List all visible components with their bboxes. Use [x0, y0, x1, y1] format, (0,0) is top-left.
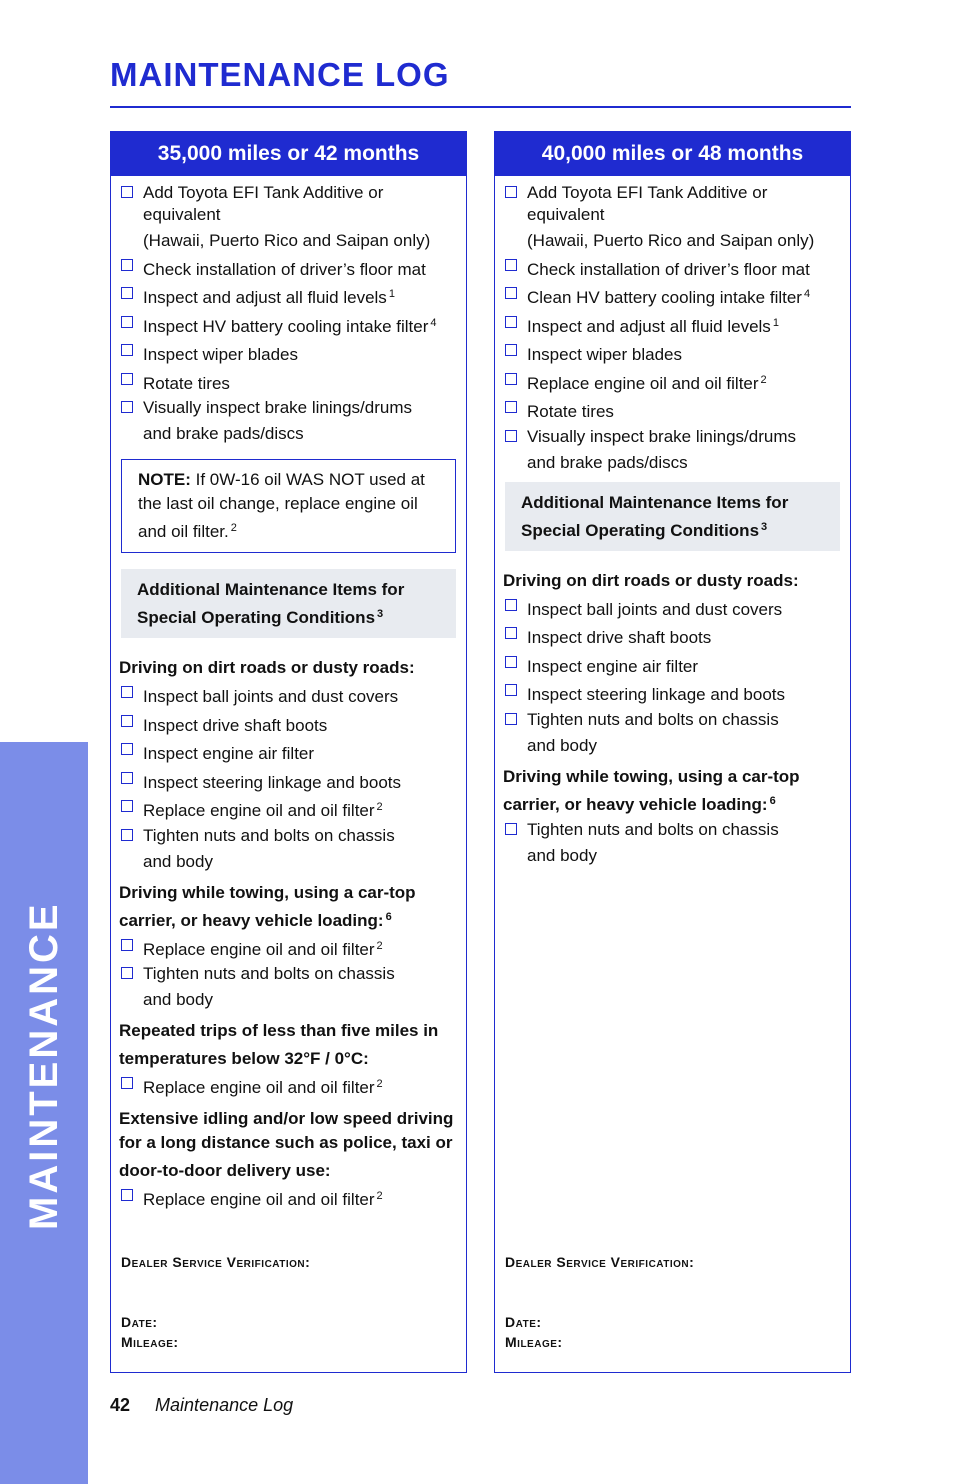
checkbox[interactable]: [505, 344, 517, 356]
checklist-item: [503, 182, 842, 252]
condition-title: Driving on dirt roads or dusty roads:: [119, 658, 415, 677]
condition-heading: [119, 1107, 458, 1183]
special-title: Additional Maintenance Items for Special Operating Conditions: [137, 580, 405, 627]
item-footnote: 4: [803, 288, 811, 300]
item-text: Inspect drive shaft boots: [527, 628, 712, 647]
checkbox[interactable]: [505, 430, 517, 442]
checklist-item: [503, 680, 842, 706]
checklist-item: [119, 340, 458, 366]
checklist-item: [119, 182, 458, 252]
checklist-item: [503, 283, 842, 309]
column-header: 40,000 miles or 48 months: [495, 132, 850, 176]
checklist-item: [503, 312, 842, 338]
condition-heading: [119, 881, 458, 933]
checkbox[interactable]: [505, 627, 517, 639]
item-text: Replace engine oil and oil filter: [143, 939, 375, 959]
checklist-item: [119, 768, 458, 794]
checklist-item: [503, 397, 842, 423]
note-label: NOTE:: [138, 470, 191, 489]
checkbox[interactable]: [505, 287, 517, 299]
checklist-item: [119, 935, 458, 961]
maintenance-column-35000: [110, 131, 467, 1373]
date-label: Date:: [121, 1314, 158, 1330]
dealer-verification: [121, 1252, 310, 1352]
title-divider: [110, 106, 851, 108]
checklist-item: [119, 796, 458, 822]
checkbox[interactable]: [121, 800, 133, 812]
condition-heading: [503, 765, 842, 817]
checklist: [503, 182, 842, 474]
checkbox[interactable]: [505, 316, 517, 328]
checklist-item: [503, 426, 842, 474]
checklist-item: [503, 340, 842, 366]
checkbox[interactable]: [121, 967, 133, 979]
column-body: [495, 176, 850, 867]
condition-title: Driving while towing, using a car-top carrier, or heavy vehicle loading:: [119, 882, 416, 930]
item-text: Add Toyota EFI Tank Additive or equivalent (Hawaii, Puerto Rico and Saipan only): [527, 183, 815, 250]
item-text: Inspect steering linkage and boots: [527, 685, 786, 704]
special-conditions: [119, 652, 458, 1211]
condition-title: Driving while towing, using a car-top carrier, or heavy vehicle loading:: [503, 766, 800, 814]
checklist-item: [503, 369, 842, 395]
item-text: Inspect wiper blades: [143, 345, 298, 364]
item-text: Inspect engine air filter: [143, 744, 315, 763]
verification-label: Dealer Service Verification:: [505, 1254, 695, 1270]
checkbox[interactable]: [505, 823, 517, 835]
date-label: Date:: [505, 1314, 542, 1330]
condition-heading: [119, 1019, 458, 1071]
checkbox[interactable]: [121, 344, 133, 356]
checklist-item: [119, 312, 458, 338]
page-footer: [110, 1395, 293, 1416]
checklist-item: [119, 1073, 458, 1099]
maintenance-column-40000: [494, 131, 851, 1373]
checkbox[interactable]: [505, 713, 517, 725]
checkbox[interactable]: [505, 656, 517, 668]
checkbox[interactable]: [505, 401, 517, 413]
checklist-item: [503, 595, 842, 621]
section-side-label: MAINTENANCE: [22, 901, 66, 1230]
mileage-label: Mileage:: [505, 1334, 563, 1350]
item-text: Visually inspect brake linings/drums and brake pads/discs: [143, 398, 412, 443]
checkbox[interactable]: [121, 316, 133, 328]
checkbox[interactable]: [505, 684, 517, 696]
checkbox[interactable]: [505, 186, 517, 198]
checklist-item: [503, 623, 842, 649]
item-footnote: 1: [388, 288, 395, 300]
checklist-item: [503, 255, 842, 281]
dealer-verification: [505, 1252, 694, 1352]
checklist-item: [119, 825, 458, 873]
item-text: Rotate tires: [527, 402, 614, 421]
checkbox[interactable]: [505, 599, 517, 611]
condition-footnote: 6: [385, 910, 392, 923]
item-footnote: 2: [376, 1190, 383, 1202]
item-text: Clean HV battery cooling intake filter: [527, 288, 802, 307]
checkbox[interactable]: [121, 401, 133, 413]
footer-section-title: Maintenance Log: [155, 1395, 294, 1415]
checklist-item: [503, 652, 842, 678]
checkbox[interactable]: [505, 373, 517, 385]
item-text: Inspect engine air filter: [527, 656, 699, 676]
checklist: [119, 182, 458, 445]
item-text: Inspect ball joints and dust covers: [527, 599, 783, 619]
checkbox[interactable]: [121, 715, 133, 727]
item-footnote: 2: [760, 373, 767, 386]
item-text: Add Toyota EFI Tank Additive or equivalent (Hawaii, Puerto Rico and Saipan only): [143, 183, 431, 250]
checkbox[interactable]: [121, 686, 133, 698]
item-text: Inspect drive shaft boots: [143, 715, 328, 735]
item-text: Inspect HV battery cooling intake filter: [143, 316, 429, 336]
checkbox[interactable]: [121, 743, 133, 755]
page-title: MAINTENANCE LOG: [110, 56, 450, 93]
item-text: Tighten nuts and bolts on chassis and body: [143, 964, 395, 1009]
special-footnote: 3: [761, 520, 768, 533]
checklist-item: [119, 1185, 458, 1211]
item-text: Tighten nuts and bolts on chassis and body: [143, 825, 395, 871]
checkbox[interactable]: [121, 772, 133, 784]
item-footnote: 2: [376, 801, 383, 813]
item-text: Replace engine oil and oil filter: [143, 1190, 375, 1209]
checkbox[interactable]: [121, 186, 133, 198]
column-header: 35,000 miles or 42 months: [111, 132, 466, 176]
item-text: Replace engine oil and oil filter: [143, 1078, 375, 1097]
checkbox[interactable]: [121, 1189, 133, 1201]
condition-heading: [503, 565, 842, 593]
special-conditions-heading: [121, 569, 456, 638]
item-text: Inspect and adjust all fluid levels: [527, 316, 771, 336]
special-footnote: 3: [377, 608, 384, 620]
page-number: 42: [110, 1395, 131, 1415]
column-body: [111, 176, 466, 1211]
checklist-item: [119, 739, 458, 765]
checklist-item: [119, 255, 458, 281]
item-text: Replace engine oil and oil filter: [527, 373, 759, 393]
condition-title: Extensive idling and/or low speed driving for a long distance such as police, taxi or door-to-door delivery use:: [119, 1109, 454, 1180]
verification-label: Dealer Service Verification:: [121, 1254, 311, 1270]
checkbox[interactable]: [121, 829, 133, 841]
item-footnote: 1: [772, 316, 779, 329]
item-footnote: 2: [376, 939, 383, 952]
condition-title: Driving on dirt roads or dusty roads:: [503, 570, 799, 590]
item-text: Inspect ball joints and dust covers: [143, 687, 399, 706]
item-text: Check installation of driver’s floor mat: [527, 259, 810, 279]
checklist-item: [119, 369, 458, 395]
checklist-item: [119, 682, 458, 708]
item-text: Visually inspect brake linings/drums and brake pads/discs: [527, 426, 796, 472]
special-conditions-heading: [505, 482, 840, 551]
checklist-item: [119, 283, 458, 309]
checkbox[interactable]: [121, 1077, 133, 1089]
checklist-item: [119, 711, 458, 737]
item-footnote: 2: [376, 1078, 383, 1090]
item-text: Rotate tires: [143, 373, 230, 393]
note-footnote: 2: [230, 522, 237, 534]
checklist-item: [503, 709, 842, 757]
condition-title: Repeated trips of less than five miles in temperatures below 32°F / 0°C:: [119, 1021, 439, 1068]
checkbox[interactable]: [505, 259, 517, 271]
item-footnote: 4: [430, 316, 437, 329]
checklist-item: [119, 963, 458, 1011]
checklist-item: [119, 397, 458, 445]
checkbox[interactable]: [121, 259, 133, 271]
item-text: Inspect wiper blades: [527, 345, 682, 364]
item-text: Tighten nuts and bolts on chassis and body: [527, 709, 779, 755]
note-text: If 0W-16 oil WAS NOT used at the last oil change, replace engine oil and oil filter.: [138, 470, 425, 541]
checklist-item: [503, 819, 842, 867]
item-text: Inspect steering linkage and boots: [143, 772, 402, 792]
item-text: Tighten nuts and bolts on chassis and body: [527, 819, 779, 865]
mileage-label: Mileage:: [121, 1334, 179, 1350]
checkbox[interactable]: [121, 939, 133, 951]
checkbox[interactable]: [121, 373, 133, 385]
oil-note: [121, 459, 456, 553]
condition-heading: [119, 652, 458, 680]
special-conditions: [503, 565, 842, 867]
item-text: Check installation of driver’s floor mat: [143, 259, 426, 279]
special-title: Additional Maintenance Items for Special Operating Conditions: [521, 492, 789, 540]
item-text: Inspect and adjust all fluid levels: [143, 288, 387, 307]
condition-footnote: 6: [769, 794, 776, 807]
checkbox[interactable]: [121, 287, 133, 299]
item-text: Replace engine oil and oil filter: [143, 801, 375, 820]
